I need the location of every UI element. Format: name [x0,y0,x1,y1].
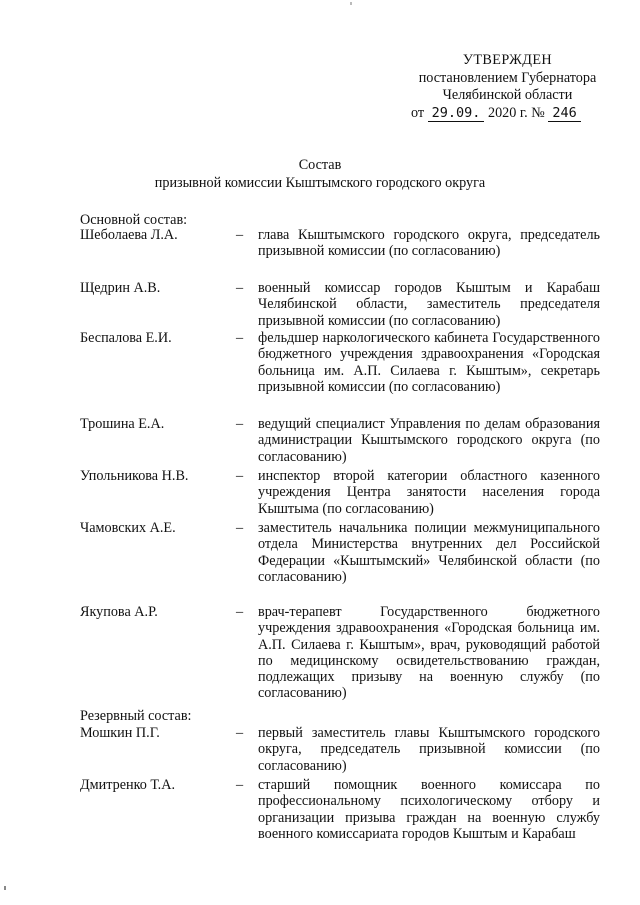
main-section-label: Основной состав: [80,212,188,228]
member-dash: – [236,520,244,536]
approval-title: УТВЕРЖДЕН [462,52,553,68]
member-name: Дмитренко Т.А. [80,777,176,793]
document-subtitle: призывной комиссии Кыштымского городского округа [154,175,486,191]
member-role: фельдшер наркологического кабинета Государственного бюджетного учреждения здравоохранения «Городская больница им. А.П. Силаева г. Кыштым», секретарь призывной комиссии (по согласованию) [258,330,600,395]
member-dash: – [236,725,244,741]
member-dash: – [236,280,244,296]
member-dash: – [236,330,244,346]
member-name: Мошкин П.Г. [80,725,160,741]
reserve-section-label: Резервный состав: [80,708,192,724]
member-role: врач-терапевт Государственного бюджетного учреждения здравоохранения «Городская больница им. А.П. Силаева г. Кыштым», врач, руководящий работой по медицинскому освидетельствованию граждан, подлежащих призыву на военную службу (по согласованию) [258,604,600,702]
member-role: старший помощник военного комиссара по профессиональному психологическому отбору и организации призыва граждан на военную службу военного комиссариата городов Кыштым и Карабаш [258,777,600,842]
member-name: Якупова А.Р. [80,604,158,620]
decree-number: 246 [548,105,580,122]
approval-line: Челябинской области [442,87,573,103]
member-role: инспектор второй категории областного казенного учреждения Центра занятости населения города Кыштыма (по согласованию) [258,468,600,517]
member-name: Чамовских А.Е. [80,520,176,536]
member-role: военный комиссар городов Кыштым и Карабаш Челябинской области, заместитель председателя призывной комиссии (по согласованию) [258,280,600,329]
member-name: Щедрин А.В. [80,280,161,296]
scan-speck [350,2,352,5]
date-prefix: от [411,104,425,121]
member-dash: – [236,227,244,243]
member-dash: – [236,416,244,432]
year-text: 2020 г. № [487,104,545,121]
member-name: Беспалова Е.И. [80,330,172,346]
document-title: Состав [298,157,342,173]
member-dash: – [236,604,244,620]
member-role: первый заместитель главы Кыштымского городского округа, председатель призывной комиссии (по согласованию) [258,725,600,774]
member-role: глава Кыштымского городского округа, председатель призывной комиссии (по согласованию) [258,227,600,260]
approval-stamp [405,52,610,122]
decree-date: 29.09. [428,105,485,122]
member-dash: – [236,468,244,484]
member-role: заместитель начальника полиции межмуниципального отдела Министерства внутренних дел Российской Федерации «Кыштымский» Челябинской области (по согласованию) [258,520,600,585]
approval-line: постановлением Губернатора [418,69,597,86]
member-name: Шеболаева Л.А. [80,227,178,243]
approval-date-line [405,105,610,123]
member-name: Упольникова Н.В. [80,468,189,484]
member-role: ведущий специалист Управления по делам образования администрации Кыштымского городского округа (по согласованию) [258,416,600,465]
member-name: Трошина Е.А. [80,416,165,432]
member-dash: – [236,777,244,793]
scan-speck [4,886,6,890]
